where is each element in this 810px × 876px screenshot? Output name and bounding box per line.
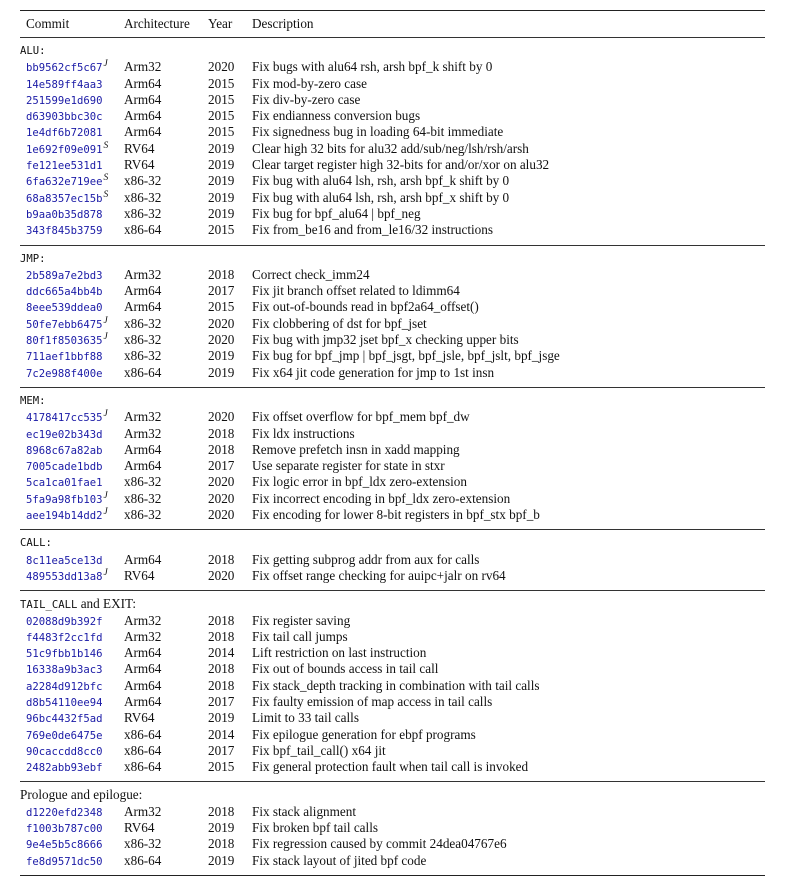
- description-cell: Fix x64 jit code generation for jmp to 1st insn: [252, 364, 495, 380]
- commit-hash-link[interactable]: 7c2e988f400e: [26, 367, 103, 380]
- section-title: [20, 787, 765, 803]
- commit-cell: [26, 141, 108, 158]
- table-row: [20, 804, 765, 820]
- year-cell: 2018: [208, 803, 235, 819]
- commit-cell: [26, 694, 103, 711]
- description-cell: Use separate register for state in stxr: [252, 458, 445, 474]
- commit-cell: [26, 59, 108, 76]
- architecture-cell: x86-64: [124, 726, 162, 742]
- architecture-cell: Arm64: [124, 91, 162, 107]
- commit-cell: [26, 661, 103, 678]
- description-cell: Fix bug with alu64 lsh, rsh, arsh bpf_k shift by 0: [252, 173, 510, 189]
- description-cell: Fix incorrect encoding in bpf_ldx zero-extension: [252, 490, 511, 506]
- table-row: [20, 267, 765, 283]
- commit-marker: S: [103, 189, 109, 200]
- commit-hash-link[interactable]: 8eee539ddea0: [26, 302, 103, 315]
- year-cell: 2015: [208, 91, 235, 107]
- section-title: [20, 535, 765, 551]
- architecture-cell: x86-64: [124, 759, 162, 775]
- architecture-cell: x86-32: [124, 205, 162, 221]
- year-cell: 2014: [208, 726, 235, 742]
- table-row: [20, 92, 765, 108]
- commit-marker: J: [103, 507, 108, 518]
- description-cell: Fix mod-by-zero case: [252, 75, 367, 91]
- table-row: [20, 613, 765, 629]
- description-cell: Fix regression caused by commit 24dea04767e6: [252, 836, 507, 852]
- commit-hash-link[interactable]: 14e589ff4aa3: [26, 78, 103, 91]
- bug-fix-table: [20, 10, 765, 876]
- architecture-cell: x86-32: [124, 490, 162, 506]
- table-row: [20, 316, 765, 332]
- commit-cell: [26, 820, 103, 837]
- commit-hash-link[interactable]: 96bc4432f5ad: [26, 713, 103, 726]
- commit-cell: [26, 267, 103, 284]
- architecture-cell: x86-32: [124, 189, 162, 205]
- architecture-cell: x86-32: [124, 348, 162, 364]
- header-year: Year: [208, 16, 233, 31]
- table-row: [20, 409, 765, 425]
- table-section: [20, 782, 765, 874]
- description-cell: Fix clobbering of dst for bpf_jset: [252, 315, 427, 331]
- year-cell: 2014: [208, 645, 235, 661]
- year-cell: 2019: [208, 710, 235, 726]
- commit-cell: [26, 108, 103, 125]
- architecture-cell: x86-32: [124, 474, 162, 490]
- commit-cell: [26, 157, 103, 174]
- commit-cell: [26, 299, 103, 316]
- table-row: [20, 332, 765, 348]
- commit-hash-link[interactable]: 1e692f09e091: [26, 143, 103, 156]
- architecture-cell: Arm64: [124, 108, 162, 124]
- commit-hash-link[interactable]: fe8d9571dc50: [26, 855, 103, 868]
- year-cell: 2018: [208, 628, 235, 644]
- table-row: [20, 629, 765, 645]
- table-header: [20, 11, 765, 37]
- architecture-cell: Arm64: [124, 551, 162, 567]
- year-cell: 2015: [208, 108, 235, 124]
- table-row: [20, 173, 765, 189]
- table-section: [20, 591, 765, 781]
- year-cell: 2019: [208, 157, 235, 173]
- year-cell: 2020: [208, 474, 235, 490]
- architecture-cell: x86-32: [124, 315, 162, 331]
- section-title: [20, 393, 765, 409]
- commit-cell: [26, 727, 103, 744]
- commit-hash-link[interactable]: bb9562cf5c67: [26, 62, 103, 75]
- section-title-code: TAIL_CALL: [20, 599, 78, 612]
- architecture-cell: x86-32: [124, 507, 162, 523]
- table-row: [20, 694, 765, 710]
- table-row: [20, 426, 765, 442]
- table-row: [20, 299, 765, 315]
- year-cell: 2017: [208, 742, 235, 758]
- commit-hash-link[interactable]: f4483f2cc1fd: [26, 631, 103, 644]
- commit-cell: [26, 710, 103, 727]
- commit-marker: J: [103, 315, 108, 326]
- description-cell: Fix bug for bpf_jmp | bpf_jsgt, bpf_jsle, bpf_jslt, bpf_jsge: [252, 348, 560, 364]
- description-cell: Fix broken bpf tail calls: [252, 820, 378, 836]
- table-section: [20, 246, 765, 387]
- architecture-cell: RV64: [124, 157, 155, 173]
- commit-hash-link[interactable]: fe121ee531d1: [26, 160, 103, 173]
- table-row: [20, 474, 765, 490]
- year-cell: 2017: [208, 693, 235, 709]
- commit-cell: [26, 759, 103, 776]
- table-row: [20, 108, 765, 124]
- year-cell: 2019: [208, 189, 235, 205]
- table-row: [20, 820, 765, 836]
- year-cell: 2015: [208, 124, 235, 140]
- description-cell: Fix bug for bpf_alu64 | bpf_neg: [252, 205, 421, 221]
- table-row: [20, 283, 765, 299]
- table-row: [20, 491, 765, 507]
- architecture-cell: Arm32: [124, 409, 162, 425]
- section-title-code: CALL:: [20, 537, 52, 550]
- table-row: [20, 59, 765, 75]
- architecture-cell: RV64: [124, 710, 155, 726]
- commit-cell: [26, 853, 103, 870]
- description-cell: Fix register saving: [252, 612, 351, 628]
- year-cell: 2018: [208, 266, 235, 282]
- description-cell: Fix from_be16 and from_le16/32 instructions: [252, 222, 494, 238]
- commit-hash-link[interactable]: 8c11ea5ce13d: [26, 554, 103, 567]
- commit-hash-link[interactable]: 5fa9a98fb103: [26, 493, 103, 506]
- commit-cell: [26, 173, 108, 190]
- table-row: [20, 507, 765, 523]
- commit-marker: S: [103, 173, 109, 184]
- architecture-cell: x86-64: [124, 852, 162, 868]
- table-row: [20, 365, 765, 381]
- commit-hash-link[interactable]: 5ca1ca01fae1: [26, 477, 103, 490]
- table-body: [20, 37, 765, 875]
- description-cell: Fix ldx instructions: [252, 425, 355, 441]
- section-title: [20, 251, 765, 267]
- commit-hash-link[interactable]: 343f845b3759: [26, 225, 103, 238]
- table-row: [20, 759, 765, 775]
- commit-hash-link[interactable]: 8968c67a82ab: [26, 444, 103, 457]
- architecture-cell: Arm64: [124, 693, 162, 709]
- description-cell: Fix stack alignment: [252, 803, 357, 819]
- year-cell: 2020: [208, 315, 235, 331]
- commit-cell: [26, 283, 103, 300]
- architecture-cell: Arm64: [124, 299, 162, 315]
- description-cell: Limit to 33 tail calls: [252, 710, 359, 726]
- commit-cell: [26, 645, 103, 662]
- description-cell: Fix faulty emission of map access in tail calls: [252, 693, 493, 709]
- description-cell: Fix out-of-bounds read in bpf2a64_offset(): [252, 299, 479, 315]
- table-row: [20, 552, 765, 568]
- table-row: [20, 661, 765, 677]
- architecture-cell: Arm64: [124, 441, 162, 457]
- description-cell: Fix bpf_tail_call() x64 jit: [252, 742, 386, 758]
- architecture-cell: Arm32: [124, 628, 162, 644]
- table-section: [20, 530, 765, 590]
- commit-cell: [26, 804, 103, 821]
- description-cell: Fix endianness conversion bugs: [252, 108, 421, 124]
- description-cell: Fix stack layout of jited bpf code: [252, 852, 427, 868]
- commit-hash-link[interactable]: 02088d9b392f: [26, 615, 103, 628]
- commit-hash-link[interactable]: 6fa632e719ee: [26, 176, 103, 189]
- table-row: [20, 124, 765, 140]
- commit-cell: [26, 124, 103, 141]
- year-cell: 2018: [208, 551, 235, 567]
- commit-hash-link[interactable]: 50fe7ebb6475: [26, 318, 103, 331]
- description-cell: Fix div-by-zero case: [252, 91, 361, 107]
- commit-cell: [26, 458, 103, 475]
- commit-cell: [26, 365, 103, 382]
- commit-cell: [26, 491, 108, 508]
- commit-hash-link[interactable]: 711aef1bbf88: [26, 351, 103, 364]
- commit-hash-link[interactable]: a2284d912bfc: [26, 680, 103, 693]
- commit-cell: [26, 222, 103, 239]
- year-cell: 2017: [208, 458, 235, 474]
- header-architecture: Architecture: [124, 16, 190, 31]
- year-cell: 2018: [208, 836, 235, 852]
- description-cell: Fix stack_depth tracking in combination with tail calls: [252, 677, 540, 693]
- year-cell: 2018: [208, 661, 235, 677]
- description-cell: Fix offset overflow for bpf_mem bpf_dw: [252, 409, 470, 425]
- table-row: [20, 190, 765, 206]
- commit-hash-link[interactable]: 16338a9b3ac3: [26, 664, 103, 677]
- year-cell: 2017: [208, 283, 235, 299]
- commit-hash-link[interactable]: 80f1f8503635: [26, 335, 103, 348]
- year-cell: 2020: [208, 490, 235, 506]
- commit-hash-link[interactable]: d8b54110ee94: [26, 696, 103, 709]
- description-cell: Fix tail call jumps: [252, 628, 348, 644]
- commit-hash-link[interactable]: b9aa0b35d878: [26, 208, 103, 221]
- year-cell: 2019: [208, 364, 235, 380]
- commit-cell: [26, 190, 108, 207]
- commit-cell: [26, 442, 103, 459]
- year-cell: 2015: [208, 75, 235, 91]
- commit-hash-link[interactable]: 68a8357ec15b: [26, 192, 103, 205]
- description-cell: Correct check_imm24: [252, 266, 370, 282]
- year-cell: 2018: [208, 612, 235, 628]
- table-row: [20, 678, 765, 694]
- commit-cell: [26, 474, 103, 491]
- table-row: [20, 710, 765, 726]
- description-cell: Fix out of bounds access in tail call: [252, 661, 439, 677]
- description-cell: Fix bugs with alu64 rsh, arsh bpf_k shift by 0: [252, 59, 493, 75]
- year-cell: 2019: [208, 820, 235, 836]
- year-cell: 2015: [208, 222, 235, 238]
- architecture-cell: Arm64: [124, 661, 162, 677]
- commit-marker: S: [103, 140, 109, 151]
- year-cell: 2019: [208, 348, 235, 364]
- commit-cell: [26, 206, 103, 223]
- table-row: [20, 222, 765, 238]
- section-title-text: Prologue and epilogue:: [20, 787, 143, 803]
- commit-hash-link[interactable]: 489553dd13a8: [26, 570, 103, 583]
- section-title-code: MEM:: [20, 394, 46, 407]
- commit-cell: [26, 332, 108, 349]
- table-row: [20, 141, 765, 157]
- header-description: Description: [252, 16, 314, 31]
- year-cell: 2018: [208, 441, 235, 457]
- commit-hash-link[interactable]: 2b589a7e2bd3: [26, 269, 103, 282]
- year-cell: 2020: [208, 507, 235, 523]
- commit-cell: [26, 507, 108, 524]
- description-cell: Fix logic error in bpf_ldx zero-extension: [252, 474, 467, 490]
- section-title-code: ALU:: [20, 45, 46, 57]
- section-title-code: JMP:: [20, 252, 46, 265]
- commit-cell: [26, 552, 103, 569]
- architecture-cell: x86-32: [124, 173, 162, 189]
- architecture-cell: Arm64: [124, 283, 162, 299]
- description-cell: Clear high 32 bits for alu32 add/sub/neg/lsh/rsh/arsh: [252, 140, 529, 156]
- commit-hash-link[interactable]: 769e0de6475e: [26, 729, 103, 742]
- architecture-cell: x86-64: [124, 222, 162, 238]
- table-row: [20, 743, 765, 759]
- commit-cell: [26, 613, 103, 630]
- commit-marker: J: [103, 332, 108, 343]
- table-row: [20, 206, 765, 222]
- commit-cell: [26, 409, 108, 426]
- commit-marker: J: [103, 567, 108, 578]
- description-cell: Fix offset range checking for auipc+jalr on rv64: [252, 567, 506, 583]
- architecture-cell: x86-32: [124, 836, 162, 852]
- year-cell: 2019: [208, 852, 235, 868]
- description-cell: Clear target register high 32-bits for and/or/xor on alu32: [252, 157, 550, 173]
- commit-marker: J: [103, 59, 108, 70]
- commit-marker: J: [103, 490, 108, 501]
- commit-cell: [26, 76, 103, 93]
- section-title-text: and EXIT:: [77, 596, 137, 612]
- architecture-cell: RV64: [124, 567, 155, 583]
- architecture-cell: Arm32: [124, 59, 162, 75]
- description-cell: Fix bug with alu64 lsh, rsh, arsh bpf_x shift by 0: [252, 189, 510, 205]
- architecture-cell: Arm32: [124, 612, 162, 628]
- commit-hash-link[interactable]: 9e4e5b5c8666: [26, 839, 103, 852]
- commit-hash-link[interactable]: d1220efd2348: [26, 806, 103, 819]
- description-cell: Fix bug with jmp32 jset bpf_x checking upper bits: [252, 332, 519, 348]
- year-cell: 2020: [208, 332, 235, 348]
- commit-cell: [26, 426, 103, 443]
- architecture-cell: x86-64: [124, 364, 162, 380]
- table-section: [20, 38, 765, 245]
- architecture-cell: RV64: [124, 820, 155, 836]
- architecture-cell: Arm32: [124, 266, 162, 282]
- commit-cell: [26, 568, 108, 585]
- commit-hash-link[interactable]: d63903bbc30c: [26, 111, 103, 124]
- table-row: [20, 853, 765, 869]
- commit-cell: [26, 348, 103, 365]
- table-row: [20, 458, 765, 474]
- table-row: [20, 645, 765, 661]
- year-cell: 2018: [208, 425, 235, 441]
- table-row: [20, 836, 765, 852]
- year-cell: 2020: [208, 59, 235, 75]
- commit-hash-link[interactable]: 1e4df6b72081: [26, 127, 103, 140]
- description-cell: Fix general protection fault when tail call is invoked: [252, 759, 529, 775]
- commit-cell: [26, 743, 103, 760]
- architecture-cell: Arm64: [124, 645, 162, 661]
- commit-hash-link[interactable]: aee194b14dd2: [26, 510, 103, 523]
- architecture-cell: Arm64: [124, 124, 162, 140]
- commit-hash-link[interactable]: 251599e1d690: [26, 94, 103, 107]
- table-row: [20, 157, 765, 173]
- description-cell: Remove prefetch insn in xadd mapping: [252, 441, 460, 457]
- description-cell: Fix jit branch offset related to ldimm64: [252, 283, 460, 299]
- year-cell: 2015: [208, 299, 235, 315]
- year-cell: 2020: [208, 409, 235, 425]
- description-cell: Fix getting subprog addr from aux for calls: [252, 551, 480, 567]
- commit-cell: [26, 316, 108, 333]
- description-cell: Fix epilogue generation for ebpf programs: [252, 726, 476, 742]
- architecture-cell: Arm64: [124, 75, 162, 91]
- table-row: [20, 348, 765, 364]
- table-row: [20, 442, 765, 458]
- architecture-cell: Arm64: [124, 458, 162, 474]
- commit-hash-link[interactable]: ec19e02b343d: [26, 428, 103, 441]
- architecture-cell: x86-64: [124, 742, 162, 758]
- commit-hash-link[interactable]: f1003b787c00: [26, 823, 103, 836]
- year-cell: 2015: [208, 759, 235, 775]
- architecture-cell: RV64: [124, 140, 155, 156]
- year-cell: 2019: [208, 140, 235, 156]
- year-cell: 2019: [208, 205, 235, 221]
- section-title: [20, 596, 765, 612]
- commit-hash-link[interactable]: 7005cade1bdb: [26, 461, 103, 474]
- commit-hash-link[interactable]: ddc665a4bb4b: [26, 286, 103, 299]
- commit-hash-link[interactable]: 51c9fbb1b146: [26, 648, 103, 661]
- description-cell: Fix signedness bug in loading 64-bit immediate: [252, 124, 504, 140]
- architecture-cell: Arm64: [124, 677, 162, 693]
- architecture-cell: Arm32: [124, 803, 162, 819]
- section-title: [20, 43, 765, 59]
- year-cell: 2020: [208, 567, 235, 583]
- description-cell: Lift restriction on last instruction: [252, 645, 427, 661]
- table-row: [20, 568, 765, 584]
- commit-hash-link[interactable]: 90caccdd8cc0: [26, 745, 103, 758]
- commit-hash-link[interactable]: 2482abb93ebf: [26, 762, 103, 775]
- architecture-cell: x86-32: [124, 332, 162, 348]
- table-section: [20, 388, 765, 529]
- commit-cell: [26, 678, 103, 695]
- commit-cell: [26, 836, 103, 853]
- description-cell: Fix encoding for lower 8-bit registers in bpf_stx bpf_b: [252, 507, 540, 523]
- commit-cell: [26, 92, 103, 109]
- year-cell: 2019: [208, 173, 235, 189]
- commit-hash-link[interactable]: 4178417cc535: [26, 412, 103, 425]
- commit-cell: [26, 629, 103, 646]
- table-row: [20, 76, 765, 92]
- table-row: [20, 727, 765, 743]
- year-cell: 2018: [208, 677, 235, 693]
- commit-marker: J: [103, 409, 108, 420]
- architecture-cell: Arm32: [124, 425, 162, 441]
- header-commit: Commit: [26, 16, 70, 31]
